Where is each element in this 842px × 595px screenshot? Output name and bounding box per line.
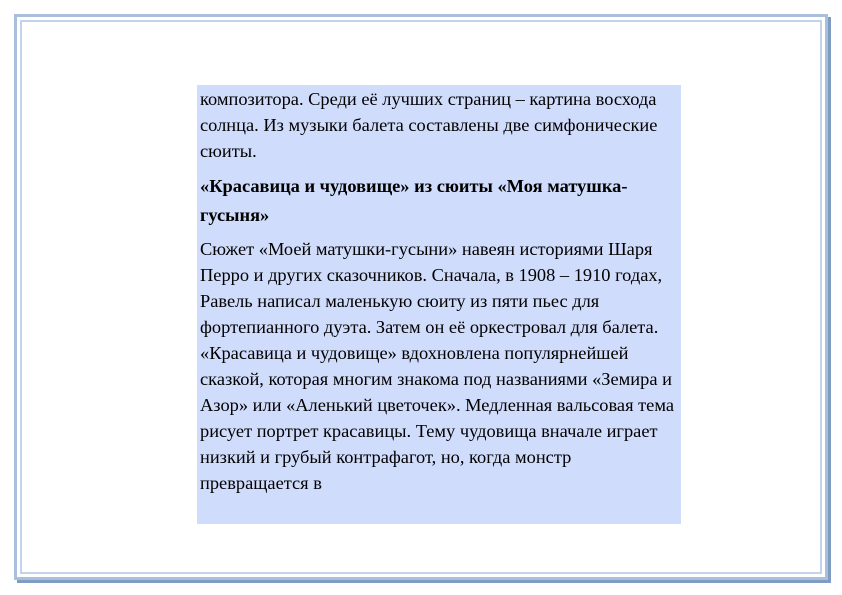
paragraph-body: Сюжет «Моей матушки-гусыни» навеян историями Шаря Перро и других сказочников. Сначала, в 1908 – 1910 годах, Равель написал маленькую сюиту из пяти пьес для фортепианного дуэта. Затем он её оркестровал для балета. «Красавица и чудовище» вдохновлена популярнейшей сказкой, которая многим знакома под названиями «Земира и Азор» или «Аленький цветочек». Медленная вальсовая тема рисует портрет красавицы. Тему чудовища вначале играет низкий и грубый контрафагот, но, когда монстр превращается в xyxy=(200,239,675,493)
section-heading: «Красавица и чудовище» из сюиты «Моя матушка-гусыня» xyxy=(200,176,628,225)
text-block xyxy=(197,85,681,524)
paragraph-intro: композитора. Среди её лучших страниц – картина восхода солнца. Из музыки балета составлены две симфонические сюиты. xyxy=(200,89,658,161)
